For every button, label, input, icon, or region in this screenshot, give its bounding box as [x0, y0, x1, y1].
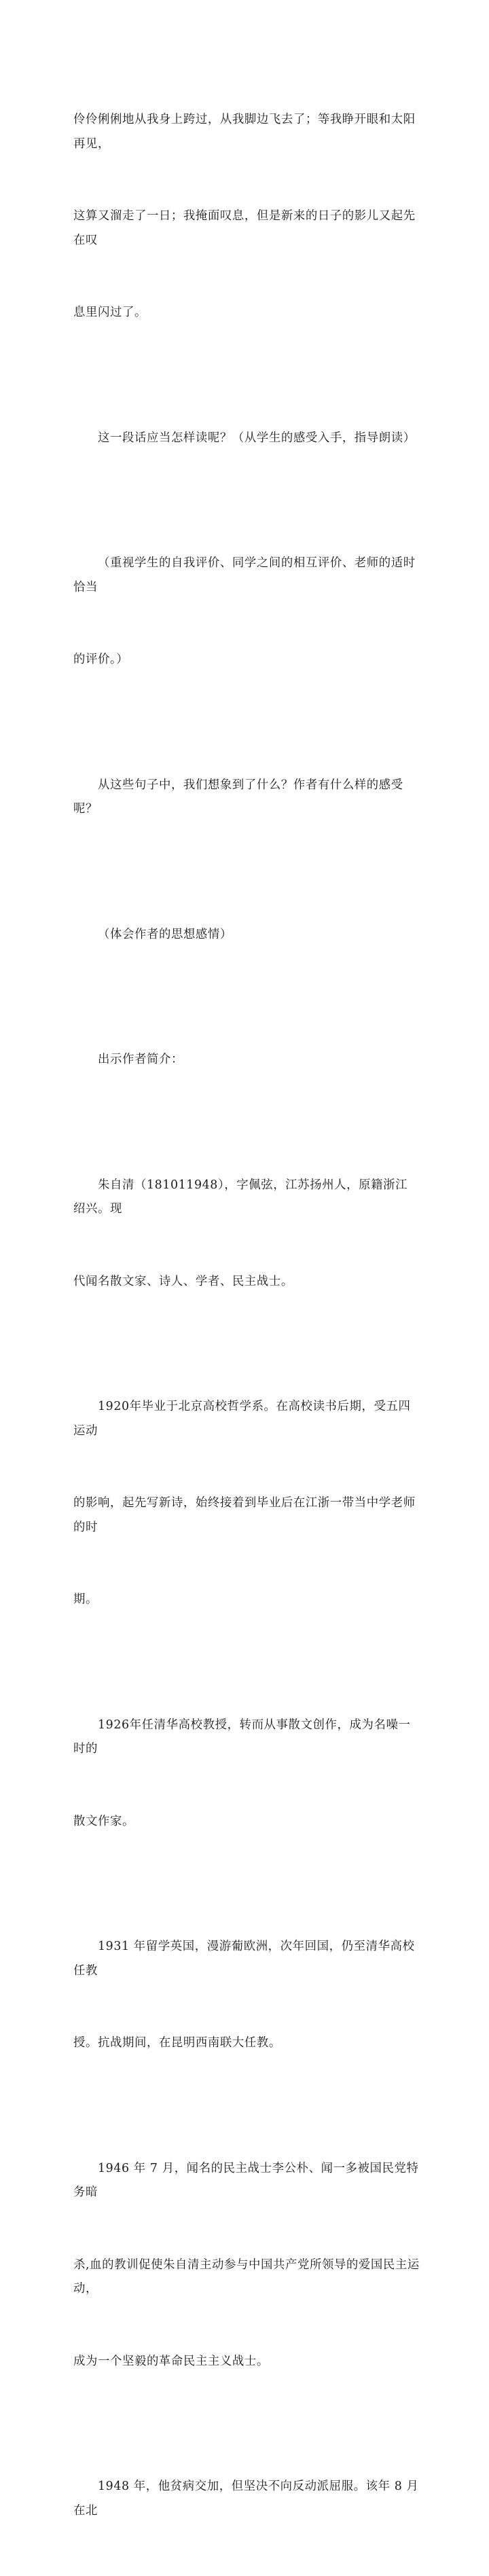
text-line: 成为一个坚毅的革命民主主义战士。 [73, 2354, 269, 2368]
text-line: 授。抗战期间，在昆明西南联大任教。 [73, 2036, 281, 2050]
text-line: 1931 年留学英国，漫游葡欧洲，次年回国，仍至清华高校任教 [73, 1940, 415, 1978]
text-line: 这一段话应当怎样读呢？（从学生的感受入手，指导朗读） [98, 431, 416, 445]
paragraph [73, 2109, 420, 2423]
text-line: 散文作家。 [73, 1814, 134, 1828]
text-line: 1948 年，他贫病交加，但坚决不向反动派屈服。该年 8 月在北 [73, 2480, 419, 2518]
text-line: 1946 年 7 月，闻名的民主战士李公朴、闻一多被国民党特务暗 [73, 2161, 419, 2199]
paragraph [73, 60, 420, 374]
paragraph [73, 1887, 420, 2104]
paragraph [73, 1000, 420, 1121]
text-line: 这算又溜走了一日；我掩面叹息，但是新来的日子的影儿又起先在叹 [73, 209, 416, 247]
text-line: （体会作者的思想感情） [98, 927, 232, 941]
text-line: 出示作者简介： [98, 1053, 183, 1066]
text-line: 伶伶俐俐地从我身上跨过，从我脚边飞去了；等我睁开眼和太阳再见， [73, 113, 416, 151]
document-body [73, 60, 420, 2576]
text-line: 代闻名散文家、诗人、学者、民主战士。 [73, 1274, 293, 1288]
paragraph [73, 503, 420, 721]
text-line: 期。 [73, 1593, 98, 1606]
paragraph [73, 1125, 420, 1343]
text-line: 息里闪过了。 [73, 306, 147, 319]
paragraph [73, 875, 420, 996]
text-line: 从这些句子中，我们想象到了什么？作者有什么样的感受呢？ [73, 778, 403, 816]
text-line: （重视学生的自我评价、同学之间的相互评价、老师的适时恰当 [73, 556, 416, 594]
paragraph [73, 725, 420, 870]
text-line: 1920年毕业于北京高校哲学系。在高校读书后期，受五四运动 [73, 1400, 411, 1438]
paragraph [73, 378, 420, 499]
paragraph [73, 2427, 420, 2571]
paragraph [73, 1347, 420, 1661]
text-line: 的影响，起先写新诗，始终接着到毕业后在江浙一带当中学老师的时 [73, 1496, 416, 1534]
text-line: 朱自清（181011948），字佩弦，江苏扬州人，原籍浙江绍兴。现 [73, 1178, 408, 1216]
text-line: 的评价。） [73, 653, 129, 666]
text-line: 杀,血的教训促使朱自清主动参与中国共产党所领导的爱国民主运动， [73, 2257, 420, 2296]
paragraph [73, 1665, 420, 1883]
text-line: 1926年任清华高校教授，转而从事散文创作，成为名噪一时的 [73, 1718, 411, 1756]
